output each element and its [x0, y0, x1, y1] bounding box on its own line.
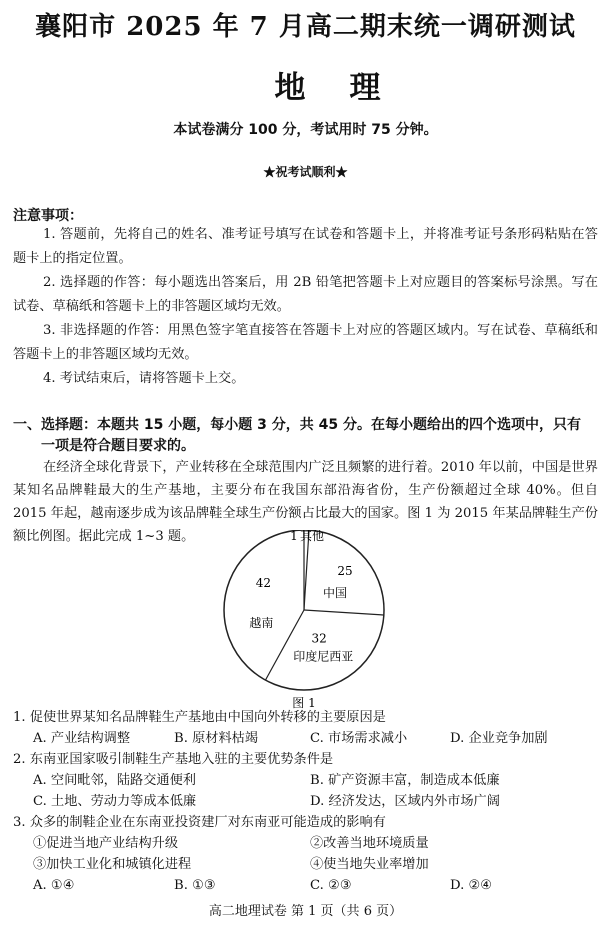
notice-item-3: 3. 非选择题的作答：用黑色签字笔直接答在答题卡上对应的答题区域内。写在试卷、草稿纸和答题卡上的非答题区域均无效。 — [13, 323, 598, 362]
question-2-option-a: A. 空间毗邻，陆路交通便利 — [33, 773, 196, 788]
question-2-option-d: D. 经济发达，区域内外市场广阔 — [310, 794, 500, 809]
pie-category-label-vietnam: 越南 — [249, 616, 274, 631]
notice-item-1: 1. 答题前，先将自己的姓名、准考证号填写在试卷和答题卡上，并将准考证号条形码粘贴在答题卡上的指定位置。 — [13, 227, 598, 266]
question-1-option-d: D. 企业竞争加剧 — [450, 731, 548, 746]
question-3-statement-2: ②改善当地环境质量 — [310, 836, 429, 851]
question-1-option-a: A. 产业结构调整 — [33, 731, 131, 746]
subject-title: 地理 — [274, 70, 425, 106]
section-heading-line2: 一项是符合题目要求的。 — [41, 438, 195, 454]
section-heading — [13, 415, 603, 457]
chart-caption: 图 1 — [292, 696, 316, 710]
question-1-option-b: B. 原材料枯竭 — [174, 731, 259, 746]
page-footer: 高二地理试卷 第 1 页（共 6 页） — [208, 904, 403, 919]
pie-value-label-china: 25 — [337, 563, 353, 578]
pie-chart — [0, 530, 611, 710]
question-3-option-d: D. ②④ — [450, 878, 493, 893]
notice-item-4: 4. 考试结束后，请将答题卡上交。 — [43, 371, 245, 386]
question-3-statement-4: ④使当地失业率增加 — [310, 857, 429, 872]
pie-category-label-china: 中国 — [322, 585, 348, 600]
question-3-option-c: C. ②③ — [310, 878, 352, 893]
notice-heading: 注意事项： — [13, 208, 83, 224]
question-3-option-b: B. ①③ — [174, 878, 216, 893]
question-1-option-c: C. 市场需求减小 — [310, 731, 408, 746]
pie-value-label-indonesia: 32 — [311, 631, 327, 646]
question-3-statement-1: ①促进当地产业结构升级 — [33, 836, 179, 851]
question-2-option-b: B. 矿产资源丰富，制造成本低廉 — [310, 773, 500, 788]
pie-value-label-vietnam: 42 — [255, 576, 272, 591]
question-2-stem: 2. 东南亚国家吸引制鞋生产基地入驻的主要优势条件是 — [13, 752, 334, 767]
exam-title: 襄阳市 2025 年 7 月高二期末统一调研测试 — [35, 12, 576, 42]
pie-category-label-indonesia: 印度尼西亚 — [293, 649, 354, 664]
pie-category-label-other: 其他 — [299, 530, 325, 543]
question-3-statement-3: ③加快工业化和城镇化进程 — [33, 857, 192, 872]
question-2-option-c: C. 土地、劳动力等成本低廉 — [33, 794, 197, 809]
question-stem: 在经济全球化背景下，产业转移在全球范围内广泛且频繁的进行着。2010 年以前，中国是世界某知名品牌鞋最大的生产基地，主要分布在我国东部沿海省份，生产份额超过全球 40%。但自 2015 年起，越南逐步成为该品牌鞋全球生产份额占比最大的国家。图 1 为 2015 年某品牌鞋生产份额比例图。据此完成 1~3 题。 — [13, 460, 598, 544]
question-3-stem: 3. 众多的制鞋企业在东南亚投资建厂对东南亚可能造成的影响有 — [13, 815, 386, 830]
question-3-option-a: A. ①④ — [33, 878, 75, 893]
exam-info: 本试卷满分 100 分，考试用时 75 分钟。 — [173, 122, 438, 138]
section-heading-line1: 一、选择题：本题共 15 小题，每小题 3 分，共 45 分。在每小题给出的四个选项中，只有 — [13, 417, 581, 433]
pie-value-label-other: 1 — [290, 530, 298, 543]
notice-item-2: 2. 选择题的作答：每小题选出答案后，用 2B 铅笔把答题卡上对应题目的答案标号涂黑。写在试卷、草稿纸和答题卡上的非答题区域均无效。 — [13, 275, 598, 314]
question-1-stem: 1. 促使世界某知名品牌鞋生产基地由中国向外转移的主要原因是 — [13, 710, 386, 725]
good-luck-banner: ★祝考试顺利★ — [263, 165, 348, 179]
